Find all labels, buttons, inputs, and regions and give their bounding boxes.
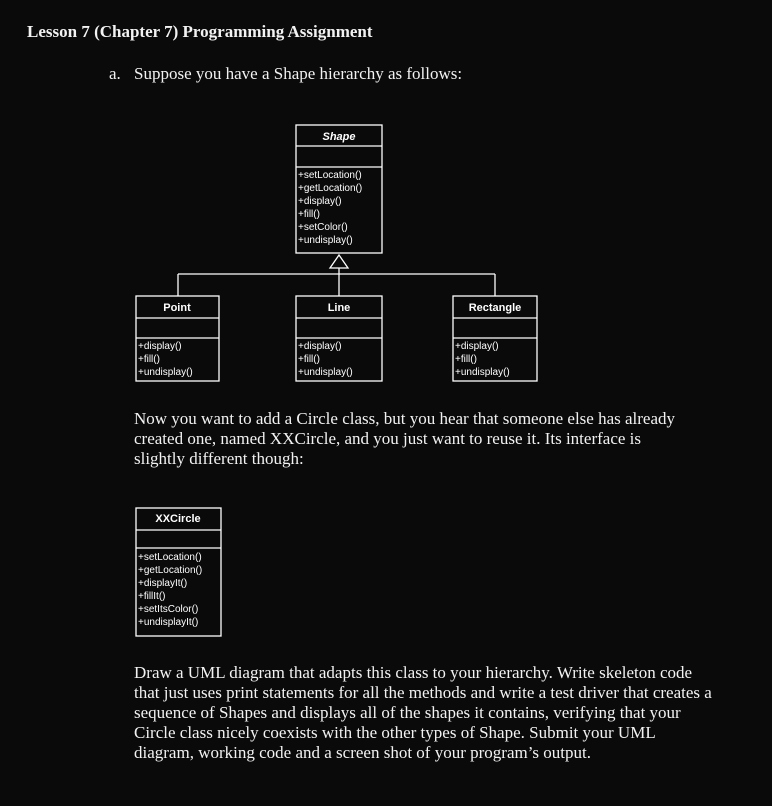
method: +displayIt() <box>138 578 188 589</box>
method: +fill() <box>138 354 160 365</box>
uml-class-point <box>136 296 219 381</box>
method: +fill() <box>455 354 477 365</box>
paragraph-xxcircle-intro: Now you want to add a Circle class, but you hear that someone else has already created one, named XXCircle, and you just want to reuse it. Its interface is slightly different though: <box>134 409 676 468</box>
method: +display() <box>138 341 182 352</box>
method: +getLocation() <box>138 565 203 576</box>
class-name-shape: Shape <box>322 131 356 143</box>
paragraph-instructions: Draw a UML diagram that adapts this class to your hierarchy. Write skeleton code that just uses print statements for all the methods and write a test driver that creates a sequence of Shapes and displays all of the shapes it contains, verifying that your Circle class nicely coexists with the other types of Shape. Submit your UML diagram, working code and a screen shot of your program’s output. <box>134 663 712 762</box>
uml-class-line <box>296 296 382 381</box>
method: +undisplay() <box>455 367 510 378</box>
method: +fillIt() <box>138 591 166 602</box>
method: +undisplay() <box>298 367 353 378</box>
method: +undisplay() <box>138 367 193 378</box>
class-name-rectangle: Rectangle <box>468 302 522 314</box>
method: +setLocation() <box>298 170 362 181</box>
assignment-heading: Lesson 7 (Chapter 7) Programming Assignment <box>27 22 373 41</box>
class-name-xxcircle: XXCircle <box>155 513 201 525</box>
method: +display() <box>455 341 499 352</box>
class-name-point: Point <box>163 302 191 314</box>
method: +setColor() <box>298 222 348 233</box>
method: +fill() <box>298 354 320 365</box>
list-marker: a. <box>109 64 121 83</box>
class-name-line: Line <box>327 302 351 314</box>
method: +setItsColor() <box>138 604 199 615</box>
uml-class-shape <box>296 125 382 253</box>
method: +fill() <box>298 209 320 220</box>
method: +display() <box>298 196 342 207</box>
method: +undisplayIt() <box>138 617 199 628</box>
list-item-text: Suppose you have a Shape hierarchy as follows: <box>134 64 463 83</box>
method: +display() <box>298 341 342 352</box>
method: +getLocation() <box>298 183 363 194</box>
method: +setLocation() <box>138 552 202 563</box>
uml-class-xxcircle <box>136 508 221 636</box>
inheritance-connector <box>178 255 495 296</box>
generalization-arrow-icon <box>330 255 348 268</box>
uml-class-rectangle <box>453 296 537 381</box>
method: +undisplay() <box>298 235 353 246</box>
